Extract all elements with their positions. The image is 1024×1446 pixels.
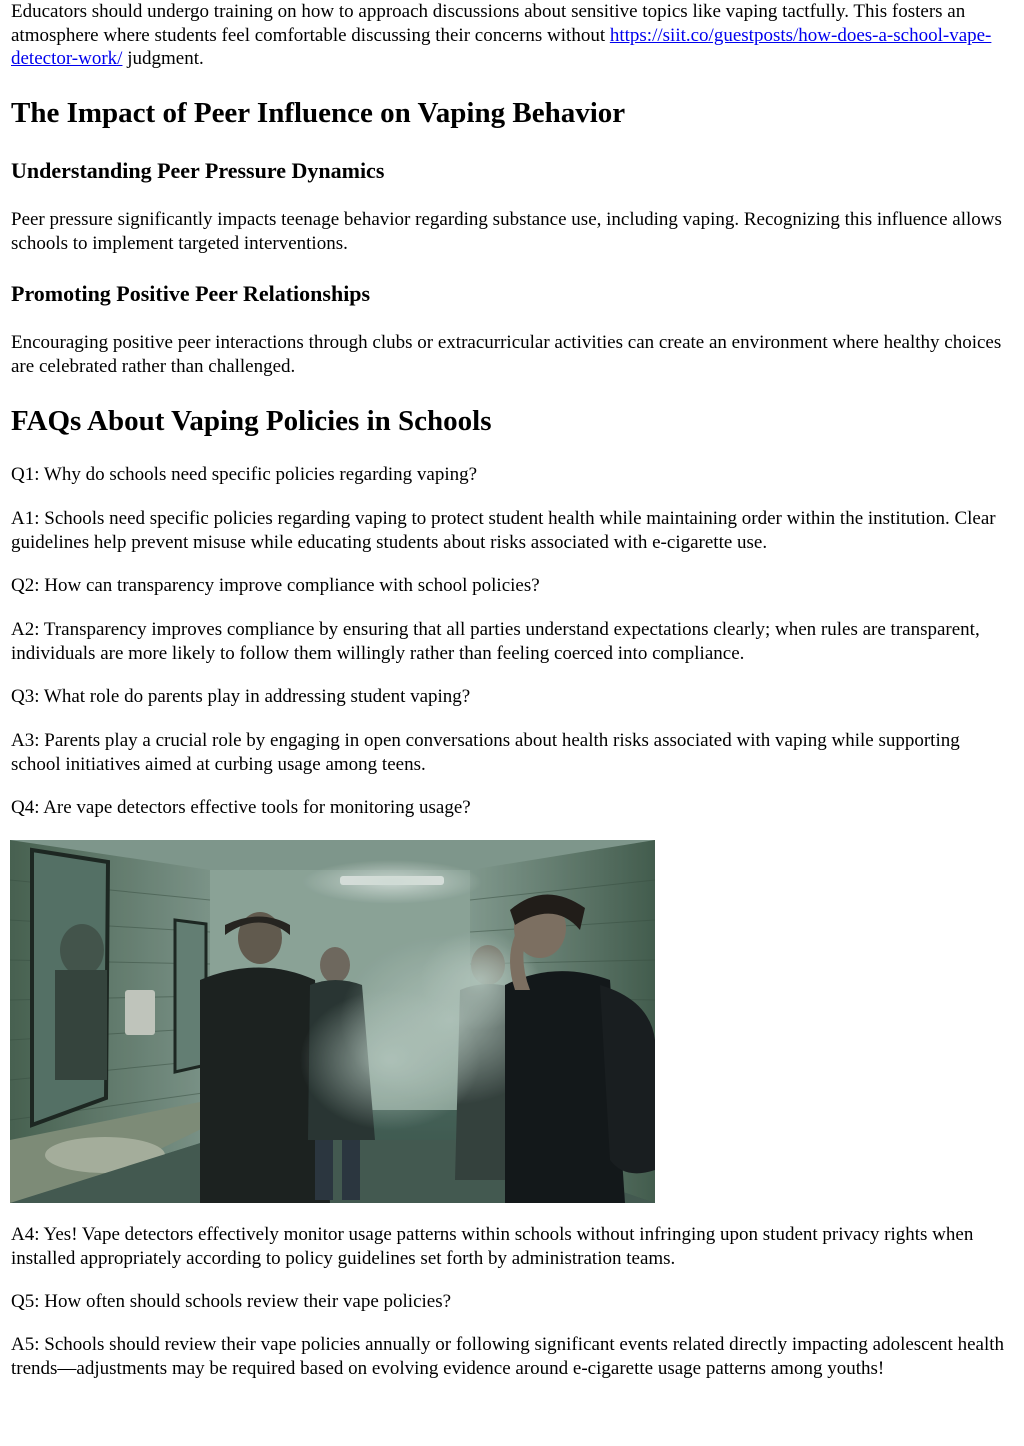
faq-question-4: Q4: Are vape detectors effective tools for monitoring usage?: [11, 797, 471, 818]
faq-answer-3: A3: Parents play a crucial role by engaging in open conversations about health risks associated with vaping while supporting school initiatives aimed at curbing usage among teens.: [11, 730, 960, 775]
faq-question-2: Q2: How can transparency improve compliance with school policies?: [11, 575, 540, 596]
faq-answer-5: A5: Schools should review their vape policies annually or following significant events related directly impacting adolescent health trends—adjustments may be required based on evolving evidence around e-cigarette usage patterns among youths!: [11, 1334, 1005, 1379]
peer-pressure-subheading: Understanding Peer Pressure Dynamics: [11, 158, 385, 183]
faq-question-3: Q3: What role do parents play in addressing student vaping?: [11, 686, 471, 707]
faq-question-5: Q5: How often should schools review their vape policies?: [11, 1291, 452, 1312]
guestpost-link[interactable]: https://siit.co/guestposts/how-does-a-school-vape-detector-work/: [11, 24, 992, 69]
faq-question-1: Q1: Why do schools need specific policies regarding vaping?: [11, 464, 478, 485]
faq-heading: FAQs About Vaping Policies in Schools: [11, 405, 492, 437]
restroom-vaping-photo: [10, 840, 655, 1203]
faq-answer-1: A1: Schools need specific policies regarding vaping to protect student health while maintaining order within the institution. Clear guidelines help prevent misuse while educating students about risks associated with e-cigarette use.: [11, 508, 996, 553]
peer-influence-heading: The Impact of Peer Influence on Vaping Behavior: [11, 97, 626, 129]
intro-text-start: Educators should undergo training on how to approach discussions about sensitive topics like vaping tactfully. This fosters an atmosphere where students feel comfortable discussing their concerns without: [11, 1, 966, 46]
positive-peer-subheading: Promoting Positive Peer Relationships: [11, 281, 371, 306]
intro-paragraph: [11, 0, 1013, 71]
peer-pressure-paragraph: Peer pressure significantly impacts teenage behavior regarding substance use, including vaping. Recognizing this influence allows schools to implement targeted interventions.: [11, 209, 1002, 254]
positive-peer-paragraph: Encouraging positive peer interactions through clubs or extracurricular activities can create an environment where healthy choices are celebrated rather than challenged.: [11, 332, 1002, 377]
faq-answer-4: A4: Yes! Vape detectors effectively monitor usage patterns within schools without infringing upon student privacy rights when installed appropriately according to policy guidelines set forth by administration teams.: [11, 1224, 974, 1269]
intro-text-end: judgment.: [122, 48, 204, 69]
faq-answer-2: A2: Transparency improves compliance by ensuring that all parties understand expectations clearly; when rules are transparent, individuals are more likely to follow them willingly rather than feeling coerced into compliance.: [11, 619, 980, 664]
